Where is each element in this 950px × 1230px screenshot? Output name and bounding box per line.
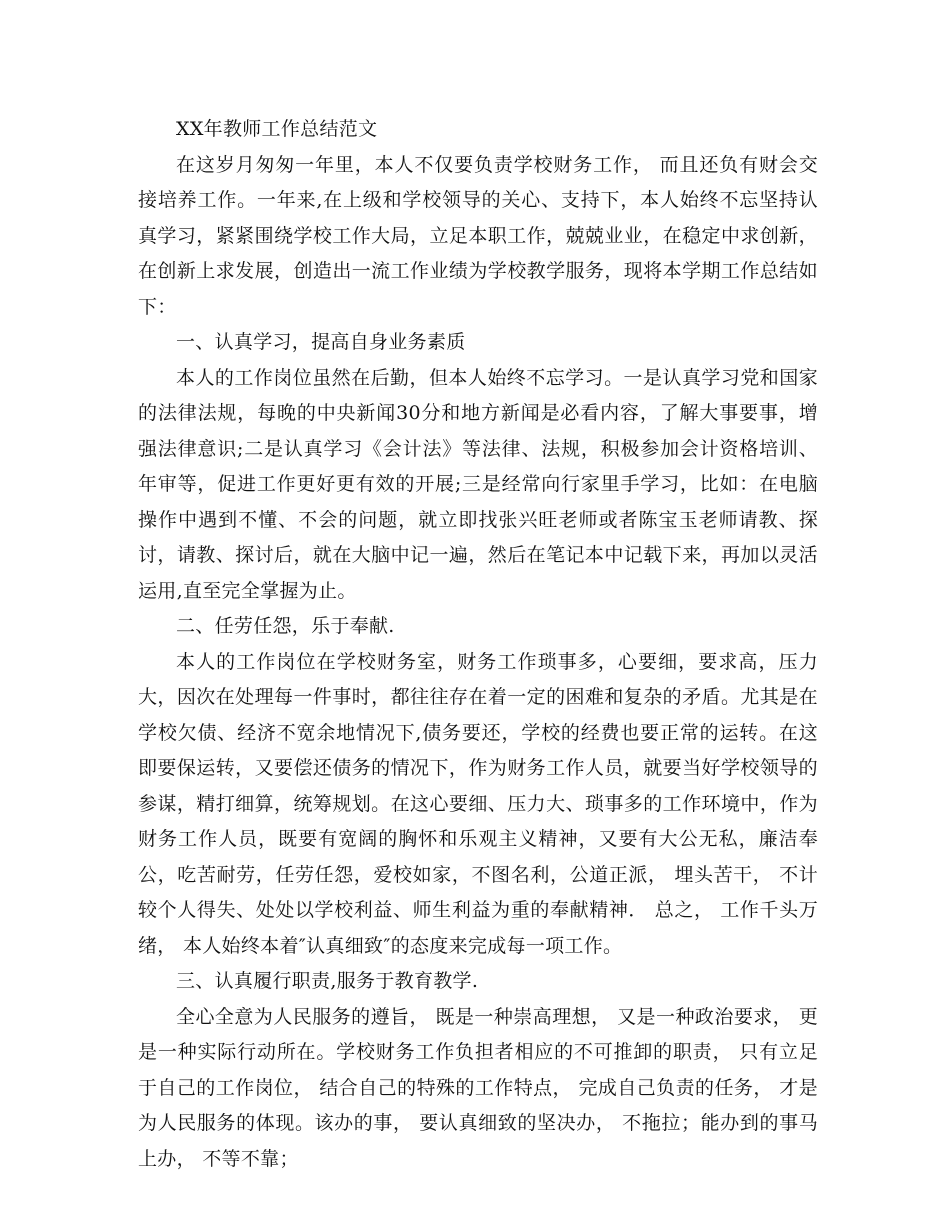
paragraph-section-2: 本人的工作岗位在学校财务室，财务工作琐事多，心要细，要求高，压力大，因次在处理每一件事时，都往往存在着一定的困难和复杂的矛盾。尤其是在学校欠债、经济不宽余地情况下,债务要还，学校的经费也要正常的运转。在这即要保运转，又要偿还债务的情况下，作为财务工作人员，就要当好学校领导的参谋，精打细算，统筹规划。在这心要细、压力大、琐事多的工作环境中，作为财务工作人员，既要有宽阔的胸怀和乐观主义精神，又要有大公无私，廉洁奉公，吃苦耐劳，任劳任怨，爱校如家，不图名利，公道正派， 埋头苦干， 不计较个人得失、处处以学校利益、师生利益为重的奉献精神． 总之， 工作千头万绪， 本人始终本着″认真细致″的态度来完成每一项工作。 [138,650,818,957]
section-heading-3: 三、认真履行职责,服务于教育教学. [176,970,479,992]
document-title: XX年教师工作总结范文 [176,118,378,140]
section-heading-2: 二、任劳任怨，乐于奉献. [176,615,395,637]
section-heading-1: 一、认真学习，提高自身业务素质 [176,331,466,353]
paragraph-section-1: 本人的工作岗位虽然在后勤，但本人始终不忘学习。一是认真学习党和国家的法律法规，每晚的中央新闻30分和地方新闻是必看内容，了解大事要事，增强法律意识;二是认真学习《会计法》等法律、法规，积极参加会计资格培训、年审等，促进工作更好更有效的开展;三是经常向行家里手学习，比如：在电脑操作中遇到不懂、不会的问题，就立即找张兴旺老师或者陈宝玉老师请教、探讨，请教、探讨后，就在大脑中记一遍，然后在笔记本中记载下来，再加以灵活运用,直至完全掌握为止。 [138,366,818,602]
document-body [138,112,818,1177]
paragraph-intro: 在这岁月匆匆一年里，本人不仅要负责学校财务工作， 而且还负有财会交接培养工作。一年来,在上级和学校领导的关心、支持下，本人始终不忘坚持认真学习，紧紧围绕学校工作大局，立足本职工作，兢兢业业，在稳定中求创新，在创新上求发展，创造出一流工作业绩为学校教学服务，现将本学期工作总结如下： [138,153,818,318]
paragraph-section-3: 全心全意为人民服务的遵旨， 既是一种崇高理想， 又是一种政治要求， 更是一种实际行动所在。学校财务工作负担者相应的不可推卸的职责， 只有立足于自己的工作岗位， 结合自己的特殊的工作特点， 完成自己负责的任务， 才是为人民服务的体现。该办的事， 要认真细致的坚决办， 不拖拉；能办到的事马上办， 不等不靠； [138,1005,818,1170]
